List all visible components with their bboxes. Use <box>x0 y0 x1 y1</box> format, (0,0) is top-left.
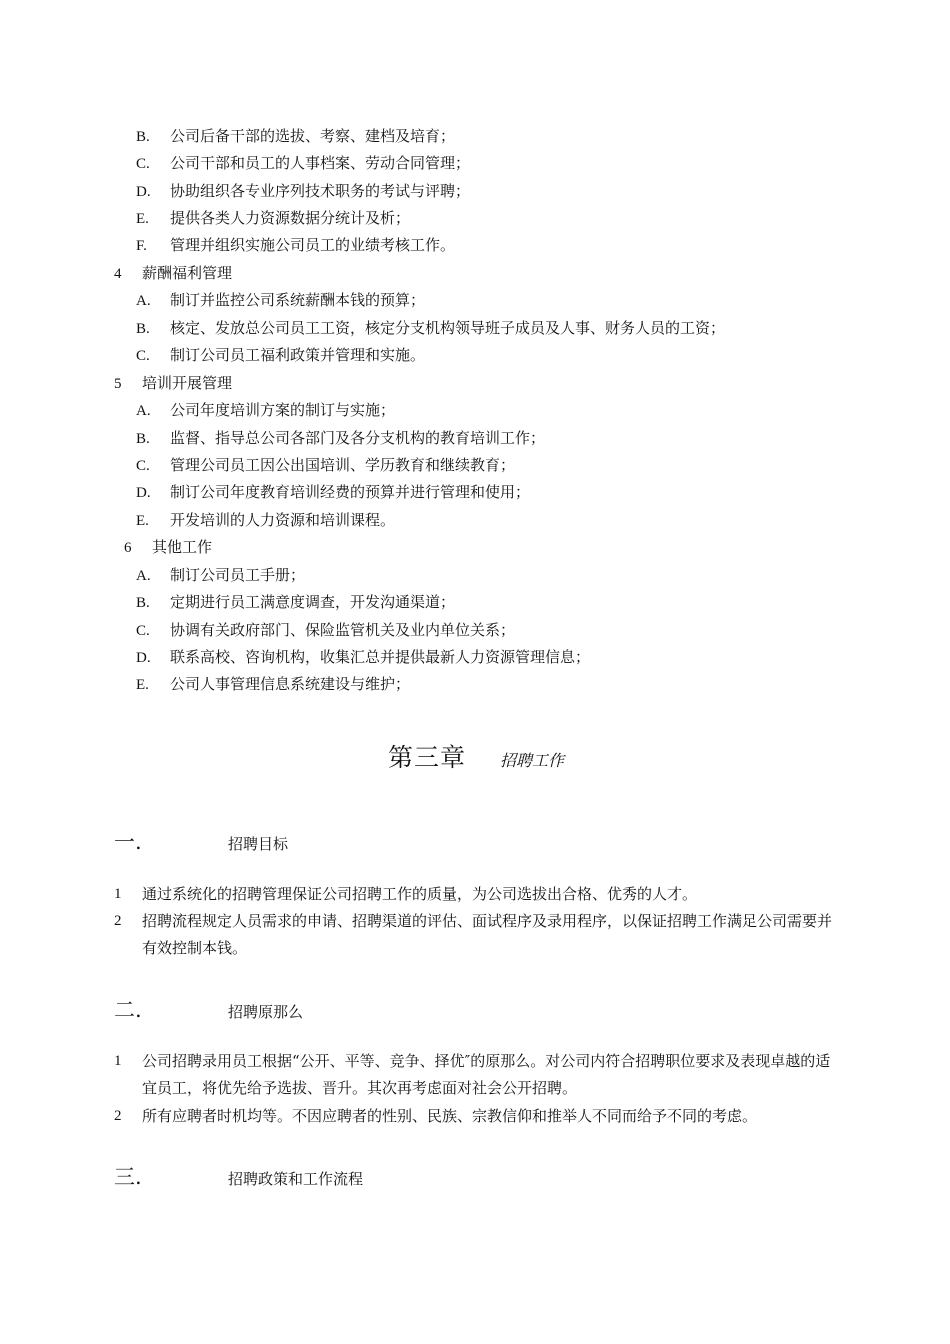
section-heading: 一. 招聘目标 <box>114 830 289 854</box>
section-heading: 4 薪酬福利管理 <box>114 264 233 282</box>
list-item: C. 制订公司员工福利政策并管理和实施。 <box>136 346 426 364</box>
list-item: D. 协助组织各专业序列技术职务的考试与评聘； <box>136 182 471 200</box>
list-item: C. 公司干部和员工的人事档案、劳动合同管理； <box>136 154 471 172</box>
list-item: C. 协调有关政府部门、保险监管机关及业内单位关系； <box>136 621 516 639</box>
paragraph: 1 公司招聘录用员工根据“公开、平等、竞争、择优″的原那么。对公司内符合招聘职位要求及表现卓越的适宜员工，将优先给予选拔、晋升。其次再考虑面对社会公开招聘。 <box>114 1052 831 1097</box>
list-item: D. 制订公司年度教育培训经费的预算并进行管理和使用； <box>136 483 531 501</box>
chapter-title: 招聘工作 <box>500 751 565 770</box>
list-item: C. 管理公司员工因公出国培训、学历教育和继续教育； <box>136 456 516 474</box>
list-item: E. 开发培训的人力资源和培训课程。 <box>136 511 396 529</box>
chapter-number: 第三章 <box>388 743 467 772</box>
section-heading: 二. 招聘原那么 <box>114 998 304 1022</box>
list-item: B. 定期进行员工满意度调查，开发沟通渠道； <box>136 593 456 611</box>
list-item: D. 联系高校、咨询机构，收集汇总并提供最新人力资源管理信息； <box>136 648 591 666</box>
list-item: E. 提供各类人力资源数据分统计及析； <box>136 209 411 227</box>
list-item: F. 管理并组织实施公司员工的业绩考核工作。 <box>136 236 456 254</box>
list-item: B. 核定、发放总公司员工工资，核定分支机构领导班子成员及人事、财务人员的工资； <box>136 319 726 337</box>
chapter-heading <box>388 738 564 774</box>
paragraph: 2 招聘流程规定人员需求的申请、招聘渠道的评估、面试程序及录用程序，以保证招聘工作满足公司需要并有效控制本钱。 <box>114 912 833 957</box>
list-item: E. 公司人事管理信息系统建设与维护； <box>136 675 411 693</box>
list-item: A. 制订公司员工手册； <box>136 566 306 584</box>
paragraph: 2 所有应聘者时机均等。不因应聘者的性别、民族、宗教信仰和推举人不同而给予不同的考虑。 <box>114 1107 758 1125</box>
list-item: B. 监督、指导总公司各部门及各分支机构的教育培训工作； <box>136 429 546 447</box>
list-item: A. 制订并监控公司系统薪酬本钱的预算； <box>136 291 426 309</box>
section-heading: 三. 招聘政策和工作流程 <box>114 1165 364 1189</box>
paragraph: 1 通过系统化的招聘管理保证公司招聘工作的质量，为公司选拔出合格、优秀的人才。 <box>114 885 698 903</box>
section-heading: 6 其他工作 <box>124 538 213 556</box>
list-item: B. 公司后备干部的选拔、考察、建档及培育； <box>136 127 456 145</box>
list-item: A. 公司年度培训方案的制订与实施； <box>136 401 396 419</box>
section-heading: 5 培训开展管理 <box>114 374 233 392</box>
